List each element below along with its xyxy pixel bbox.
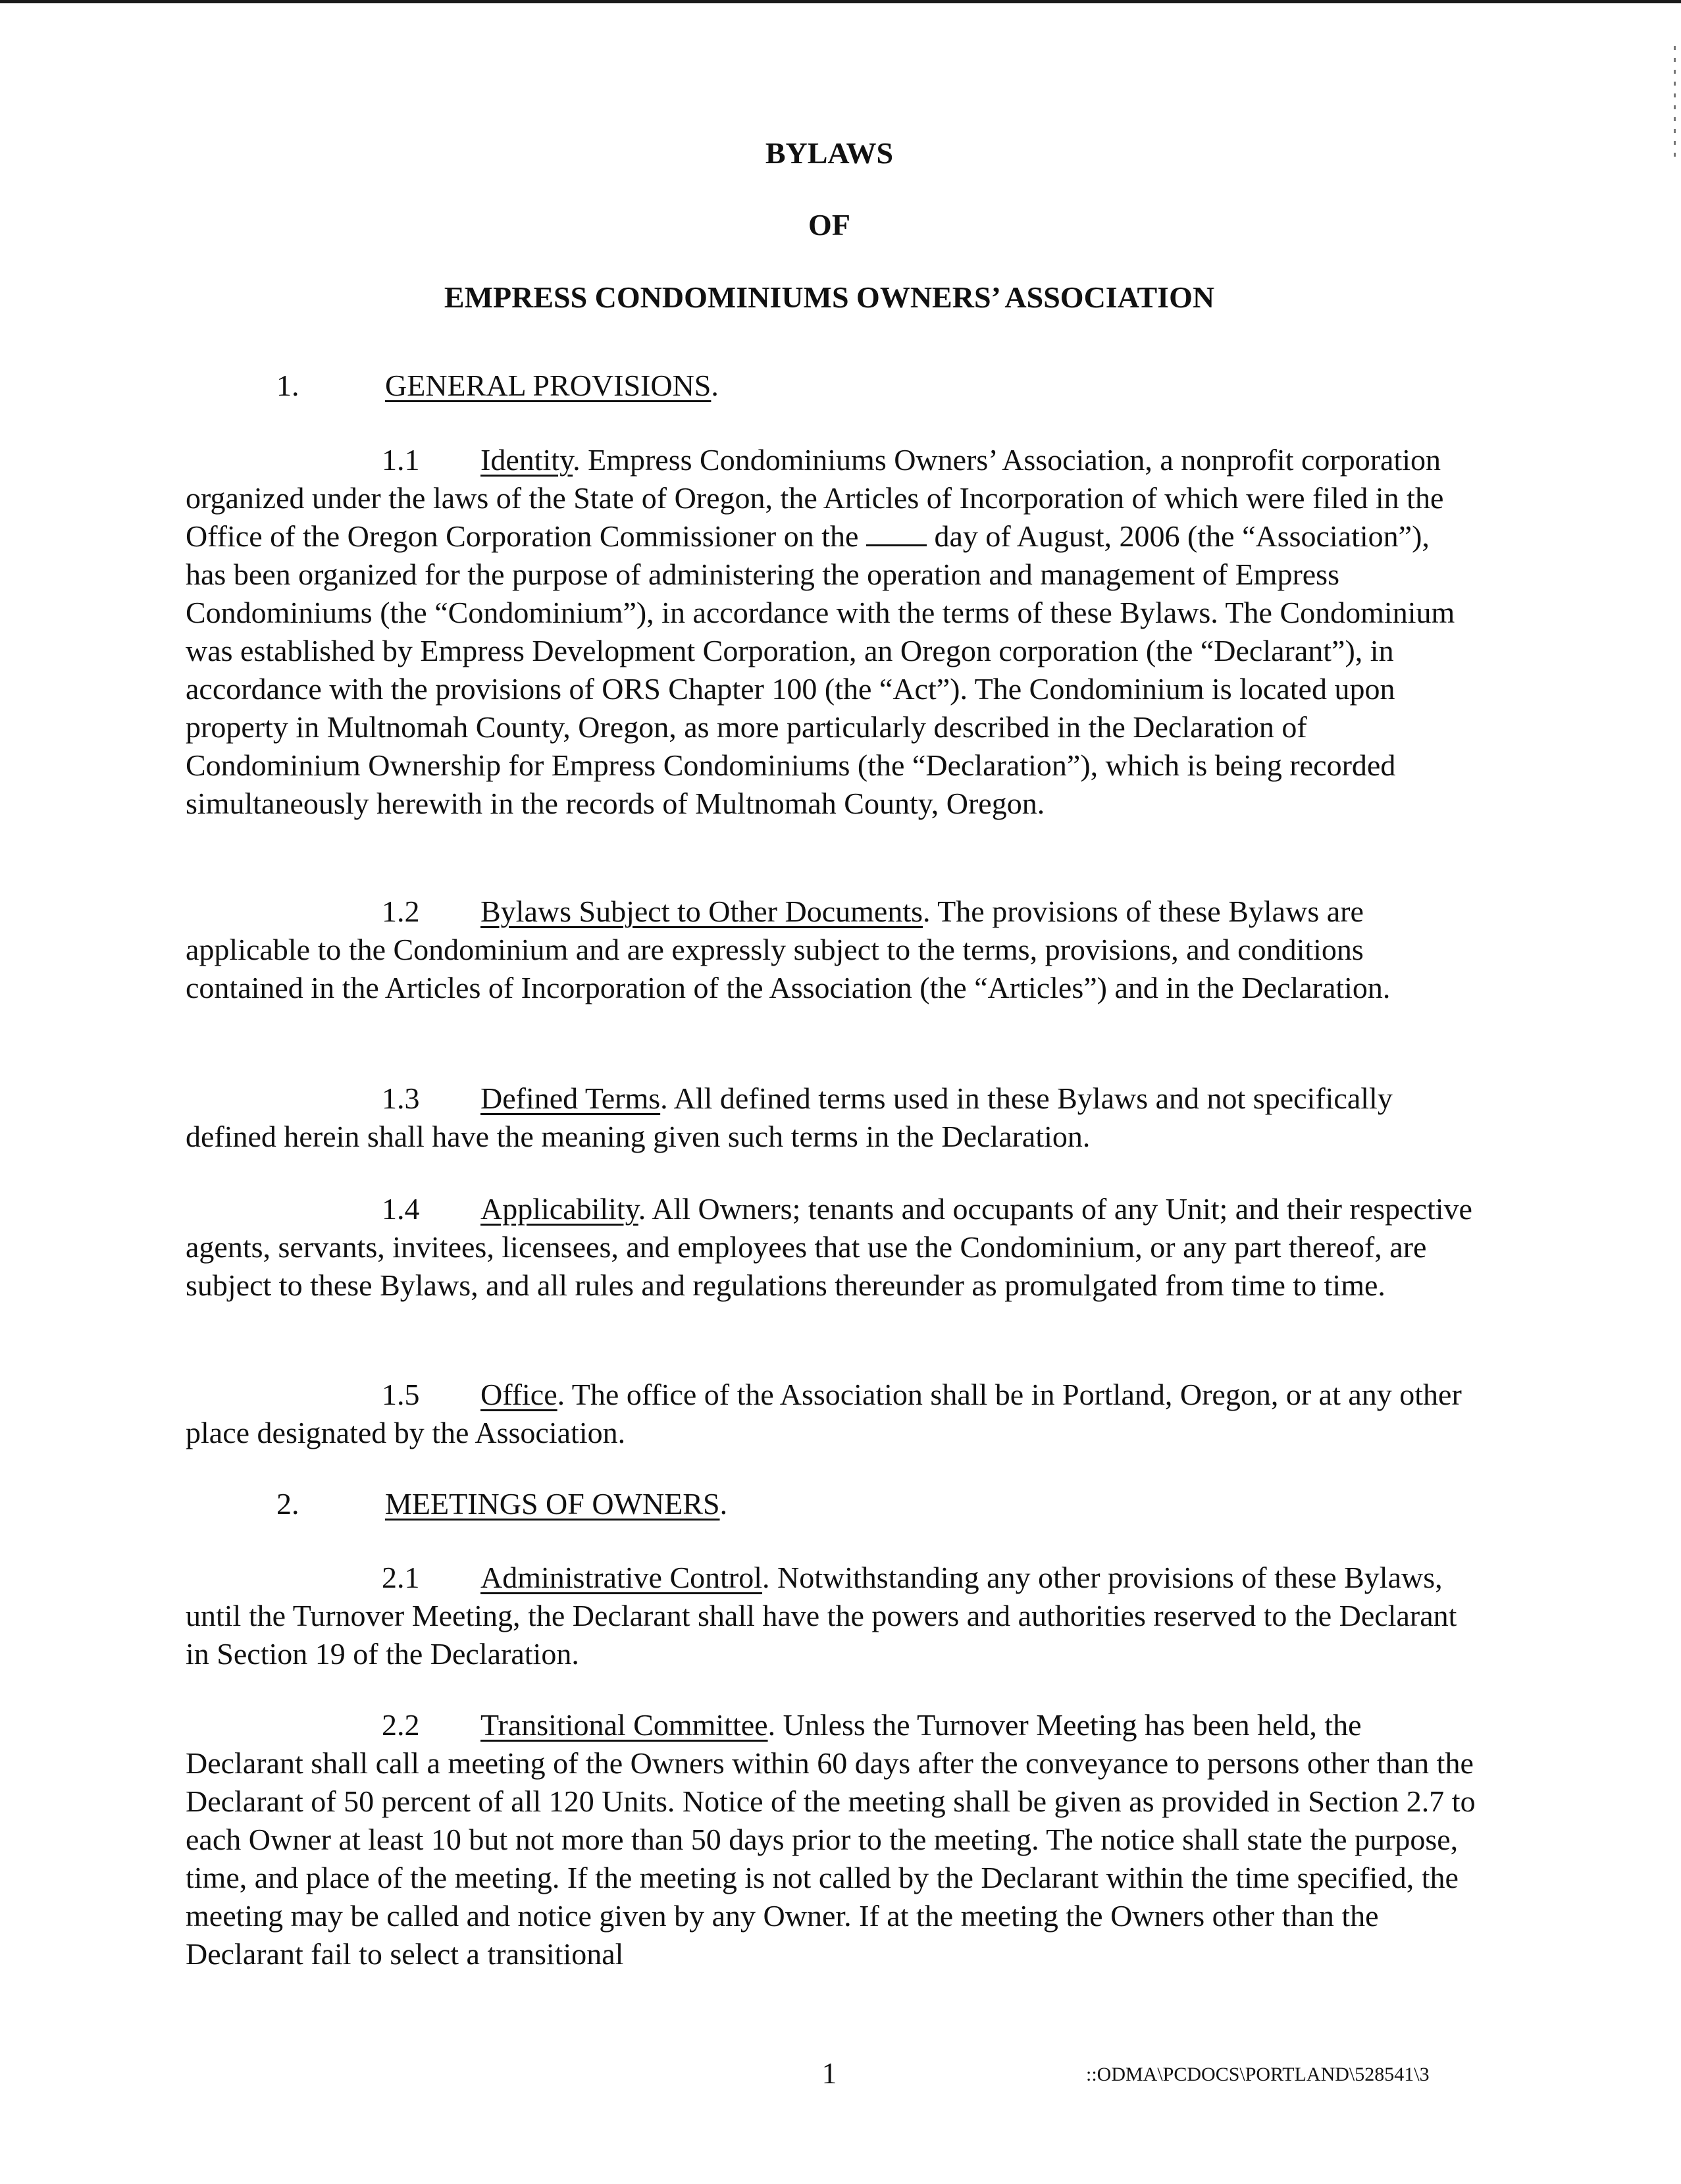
paragraph-1-5-text: . The office of the Association shall be in Portland, Oregon, or at any other place designated by the Association. (186, 1378, 1462, 1449)
paragraph-1-4-text: . All Owners; tenants and occupants of any Unit; and their respective agents, servants, invitees, licensees, and employees that use the Condominium, or any part thereof, are subject to these Bylaws, and all rules and regulations thereunder as promulgated from time to time. (186, 1192, 1472, 1302)
paragraph-1-2-number: 1.2 (382, 895, 420, 928)
title-line-1: BYLAWS (765, 136, 894, 170)
paragraph-1-5-heading: Office (480, 1378, 557, 1411)
paragraph-1-3 (186, 1079, 1476, 1156)
paragraph-1-1-heading: Identity (480, 443, 573, 477)
title-line-2: OF (808, 208, 850, 242)
paragraph-1-1-text-a: . Empress Condominiums Owners’ Association, a nonprofit corporation organized under the laws of the State of Oregon, the Articles of Incorporation of which were filed in the Office of the Oregon Corporation Commissioner on the (186, 443, 1444, 553)
section-1-number: 1. (276, 369, 299, 402)
paragraph-1-1 (186, 441, 1476, 823)
paragraph-1-2-heading: Bylaws Subject to Other Documents (480, 895, 923, 928)
page-number: 1 (821, 2056, 837, 2090)
section-2-title-suffix: . (719, 1487, 728, 1521)
section-1-heading (276, 367, 719, 404)
date-blank-line (866, 531, 927, 546)
paragraph-2-1-number: 2.1 (382, 1561, 420, 1594)
paragraph-1-4-number: 1.4 (382, 1192, 420, 1226)
paragraph-1-1-number: 1.1 (382, 443, 420, 477)
title-line-3: EMPRESS CONDOMINIUMS OWNERS’ ASSOCIATION (444, 280, 1215, 314)
paragraph-2-2-number: 2.2 (382, 1708, 420, 1742)
paragraph-1-3-heading: Defined Terms (480, 1081, 661, 1115)
paragraph-1-2 (186, 893, 1476, 1007)
section-2-number: 2. (276, 1487, 299, 1521)
paragraph-2-2-text: . Unless the Turnover Meeting has been held, the Declarant shall call a meeting of the Owners within 60 days after the conveyance to persons other than the Declarant of 50 percent of all 120 Units. Notice of the meeting shall be given as provided in Section 2.7 to each Owner at least 10 but not more than 50 days prior to the meeting. The notice shall state the purpose, time, and place of the meeting. If the meeting is not called by the Declarant within the time specified, the meeting may be called and notice given by any Owner. If at the meeting the Owners other than the Declarant fail to select a transitional (186, 1708, 1476, 1971)
paragraph-2-1-text: . Notwithstanding any other provisions of these Bylaws, until the Turnover Meeting, the Declarant shall have the powers and authorities reserved to the Declarant in Section 19 of the Declaration. (186, 1561, 1457, 1671)
section-1-title: GENERAL PROVISIONS (385, 369, 711, 402)
paragraph-2-2 (186, 1706, 1476, 1973)
paragraph-1-5 (186, 1376, 1476, 1452)
paragraph-1-1-text-b: day of August, 2006 (the “Association”), has been organized for the purpose of administering the operation and management of Empress Condominiums (the “Condominium”), in accordance with the terms of these Bylaws. The Condominium was established by Empress Development Corporation, an Oregon corporation (the “Declarant”), in accordance with the provisions of ORS Chapter 100 (the “Act”). The Condominium is located upon property in Multnomah County, Oregon, as more particularly described in the Declaration of Condominium Ownership for Empress Condominiums (the “Declaration”), which is being recorded simultaneously herewith in the records of Multnomah County, Oregon. (186, 519, 1455, 820)
paragraph-1-4 (186, 1190, 1476, 1305)
paragraph-2-1-heading: Administrative Control (480, 1561, 763, 1594)
paragraph-2-2-heading: Transitional Committee (480, 1708, 768, 1742)
section-1-title-suffix: . (711, 369, 719, 402)
paragraph-1-5-number: 1.5 (382, 1378, 420, 1411)
scan-top-border (0, 0, 1681, 3)
paragraph-1-3-text: . All defined terms used in these Bylaws and not specifically defined herein shall have the meaning given such terms in the Declaration. (186, 1081, 1393, 1153)
paragraph-1-3-number: 1.3 (382, 1081, 420, 1115)
paragraph-1-2-text: . The provisions of these Bylaws are applicable to the Condominium and are expressly subject to the terms, provisions, and conditions contained in the Articles of Incorporation of the Association (the “Articles”) and in the Declaration. (186, 895, 1391, 1004)
section-2-heading (276, 1486, 727, 1522)
paragraph-2-1 (186, 1559, 1476, 1673)
section-2-title: MEETINGS OF OWNERS (385, 1487, 720, 1521)
scan-edge-marks (1674, 46, 1676, 158)
document-id: ::ODMA\PCDOCS\PORTLAND\528541\3 (1086, 2064, 1430, 2085)
paragraph-1-4-heading: Applicability (480, 1192, 638, 1226)
